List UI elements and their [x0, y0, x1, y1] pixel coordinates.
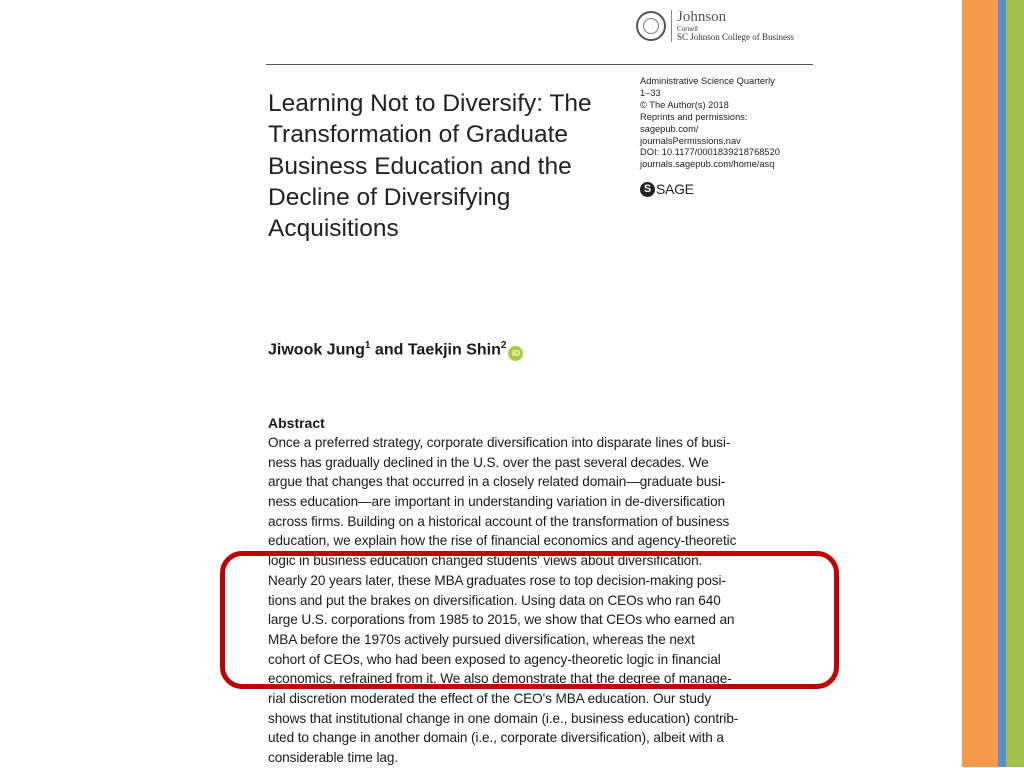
abstract-line: logic in business education changed students' views about diversification.	[268, 553, 703, 569]
orcid-icon[interactable]: iD	[508, 346, 523, 361]
author-name: Jiwook Jung	[268, 341, 365, 359]
publisher-name: SAGE	[656, 181, 694, 197]
abstract-line: tions and put the brakes on diversification. Using data on CEOs who ran 640	[268, 592, 721, 608]
abstract-line: shows that institutional change in one domain (i.e., business education) contrib-	[268, 710, 739, 726]
author-name: Taekjin Shin	[407, 341, 501, 359]
journal-info	[640, 76, 820, 171]
decorative-stripe-green	[1006, 0, 1024, 767]
abstract-line: cohort of CEOs, who had been exposed to agency-theoretic logic in financial	[268, 651, 721, 667]
abstract-line: Nearly 20 years later, these MBA graduates rose to top decision-making posi-	[268, 572, 726, 588]
abstract-line: ness education—are important in understanding variation in de-diversification	[268, 494, 726, 510]
sage-logo-icon: S	[640, 182, 655, 197]
abstract-line: rial discretion moderated the effect of the CEO's MBA education. Our study	[268, 690, 712, 706]
author-affiliation-marker: 1	[364, 340, 371, 351]
abstract-line: considerable time lag.	[268, 750, 399, 765]
abstract-line: education, we explain how the rise of financial economics and agency-theoretic	[268, 533, 737, 549]
decorative-stripe-blue	[998, 0, 1006, 767]
abstract-line: argue that changes that occurred in a closely related domain—graduate busi-	[268, 474, 726, 490]
journal-info-line: Reprints and permissions:	[640, 111, 748, 122]
abstract-heading: Abstract	[268, 415, 325, 431]
abstract-line: economics, refrained from it. We also demonstrate that the degree of manage-	[268, 671, 732, 687]
author-joiner: and	[374, 341, 404, 359]
logo-subtitle-college: SC Johnson College of Business	[677, 32, 795, 42]
decorative-stripe-orange	[962, 0, 998, 767]
abstract-line: uted to change in another domain (i.e., corporate diversification), albeit with a	[268, 730, 724, 746]
logo-subtitle-cornell: Cornell	[677, 25, 698, 33]
highlight-box	[220, 551, 839, 689]
abstract-line: large U.S. corporations from 1985 to 2015, we show that CEOs who earned an	[268, 612, 735, 628]
abstract-line: across firms. Building on a historical account of the transformation of business	[268, 513, 730, 529]
publisher-logo	[640, 181, 694, 197]
abstract-line: MBA before the 1970s actively pursued diversification, whereas the next	[268, 631, 695, 647]
journal-info-line: sagepub.com/	[640, 123, 699, 134]
header-rule	[266, 64, 813, 65]
journal-info-line: journalsPermissions.nav	[640, 135, 741, 146]
johnson-logo	[636, 10, 794, 42]
author-line	[268, 340, 523, 361]
journal-info-line: 1–33	[640, 87, 661, 98]
cornell-seal-icon	[636, 11, 666, 41]
abstract-line: ness has gradually declined in the U.S. over the past several decades. We	[268, 454, 709, 470]
journal-info-line: © The Author(s) 2018	[640, 99, 729, 110]
journal-info-line: journals.sagepub.com/home/asq	[640, 159, 775, 170]
journal-info-line: DOI: 10.1177/0001839218768520	[640, 147, 780, 158]
paper-title: Learning Not to Diversify: The Transformation of Graduate Business Education and the Decline of Diversifying Acquisitions	[268, 90, 592, 243]
logo-text	[671, 10, 794, 42]
author-affiliation-marker: 2	[500, 340, 507, 351]
journal-info-line: Administrative Science Quarterly	[640, 76, 775, 86]
abstract-line: Once a preferred strategy, corporate diversification into disparate lines of busi-	[268, 435, 731, 450]
logo-name: Johnson	[677, 9, 727, 25]
